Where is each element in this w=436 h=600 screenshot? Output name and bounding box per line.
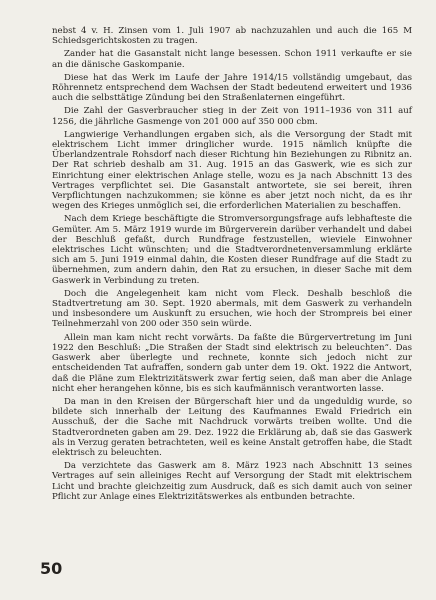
paragraph: Zander hat die Gasanstalt nicht lange besessen. Schon 1911 verkaufte er sie an die dänische Gaskompanie. [52,49,412,70]
paragraph: Da man in den Kreisen der Bürgerschaft hier und da ungeduldig wurde, so bildete sich innerhalb der Leitung des Kaufmannes Ewald Friedrich ein Ausschuß, der die Sache mit Nachdruck vorwärts treiben wollte. Und die Stadtverordneten gaben am 29. Dez. 1922 die Erklärung ab, daß sie das Gaswerk als in Verzug geraten betrachteten, weil es keine Anstalt getroffen habe, die Stadt elektrisch zu beleuchten. [52,396,412,458]
paragraph: Nach dem Kriege beschäftigte die Stromversorgungsfrage aufs lebhafteste die Gemüter. Am 5. März 1919 wurde im Bürgerverein darüber verhandelt und dabei der Beschluß gefaßt, durch Rundfrage festzustellen, wieviele Einwohner elektrisches Licht wünschten; und die Stadtverordnetenversammlung erklärte sich am 5. Juni 1919 einmal dahin, die Kosten dieser Rundfrage auf die Stadt zu übernehmen, zum andern dahin, den Rat zu ersuchen, in dieser Sache mit dem Gaswerk in Verbindung zu treten. [52,214,412,286]
paragraph: Langwierige Verhandlungen ergaben sich, als die Versorgung der Stadt mit elektrischem Licht immer dringlicher wurde. 1915 nämlich knüpfte die Überlandzentrale Rohsdorf nach dieser Richtung hin Beziehungen zu Ribnitz an. Der Rat schrieb deshalb am 31. Aug. 1915 an das Gaswerk, wie es sich zur Einrichtung einer elektrischen Anlage stelle, wozu es ja nach Abschnitt 13 des Vertrages verpflichtet sei. Die Gasanstalt antwortete, sie sei bereit, ihren Verpflichtungen nachzukommen; sie könne es aber jetzt noch nicht, da es ihr wegen des Krieges unmöglich sei, die erforderlichen Materialien zu beschaffen. [52,129,412,212]
paragraph: Die Zahl der Gasverbraucher stieg in der Zeit von 1911–1936 von 311 auf 1256, die jährliche Gasmenge von 201 000 auf 350 000 cbm. [52,106,412,127]
paragraph: Doch die Angelegenheit kam nicht vom Fleck. Deshalb beschloß die Stadtvertretung am 30. Sept. 1920 abermals, mit dem Gaswerk zu verhandeln und insbesondere um Auskunft zu ersuchen, wie hoch der Strompreis bei einer Teilnehmerzahl von 200 oder 350 sein würde. [52,288,412,330]
page-number: 50 [40,559,63,578]
body-text [52,26,412,505]
paragraph: Allein man kam nicht recht vorwärts. Da faßte die Bürgervertretung im Juni 1922 den Beschluß: „Die Straßen der Stadt sind elektrisch zu beleuchten“. Das Gaswerk aber überlegte und rechnete, konnte sich jedoch nicht zur entscheidenden Tat aufraffen, sondern gab unter dem 19. Okt. 1922 die Antwort, daß die Pläne zum Elektrizitätswerk zwar fertig seien, daß man aber die Anlage nicht eher herangehen könne, bis es sich kaufmännisch verantworten lasse. [52,332,412,394]
paragraph: nebst 4 v. H. Zinsen vom 1. Juli 1907 ab nachzuzahlen und auch die 165 M Schiedsgerichtskosten zu tragen. [52,26,412,47]
paragraph: Da verzichtete das Gaswerk am 8. März 1923 nach Abschnitt 13 seines Vertrages auf sein alleiniges Recht auf Versorgung der Stadt mit elektrischem Licht und brachte gleichzeitig zum Ausdruck, daß es sich damit auch von seiner Pflicht zur Anlage eines Elektrizitätswerkes als entbunden betrachte. [52,461,412,502]
paragraph: Diese hat das Werk im Laufe der Jahre 1914/15 vollständig umgebaut, das Röhrennetz entsprechend dem Wachsen der Stadt bedeutend erweitert und 1936 auch die selbsttätige Zündung bei den Straßenlaternen eingeführt. [52,72,412,104]
